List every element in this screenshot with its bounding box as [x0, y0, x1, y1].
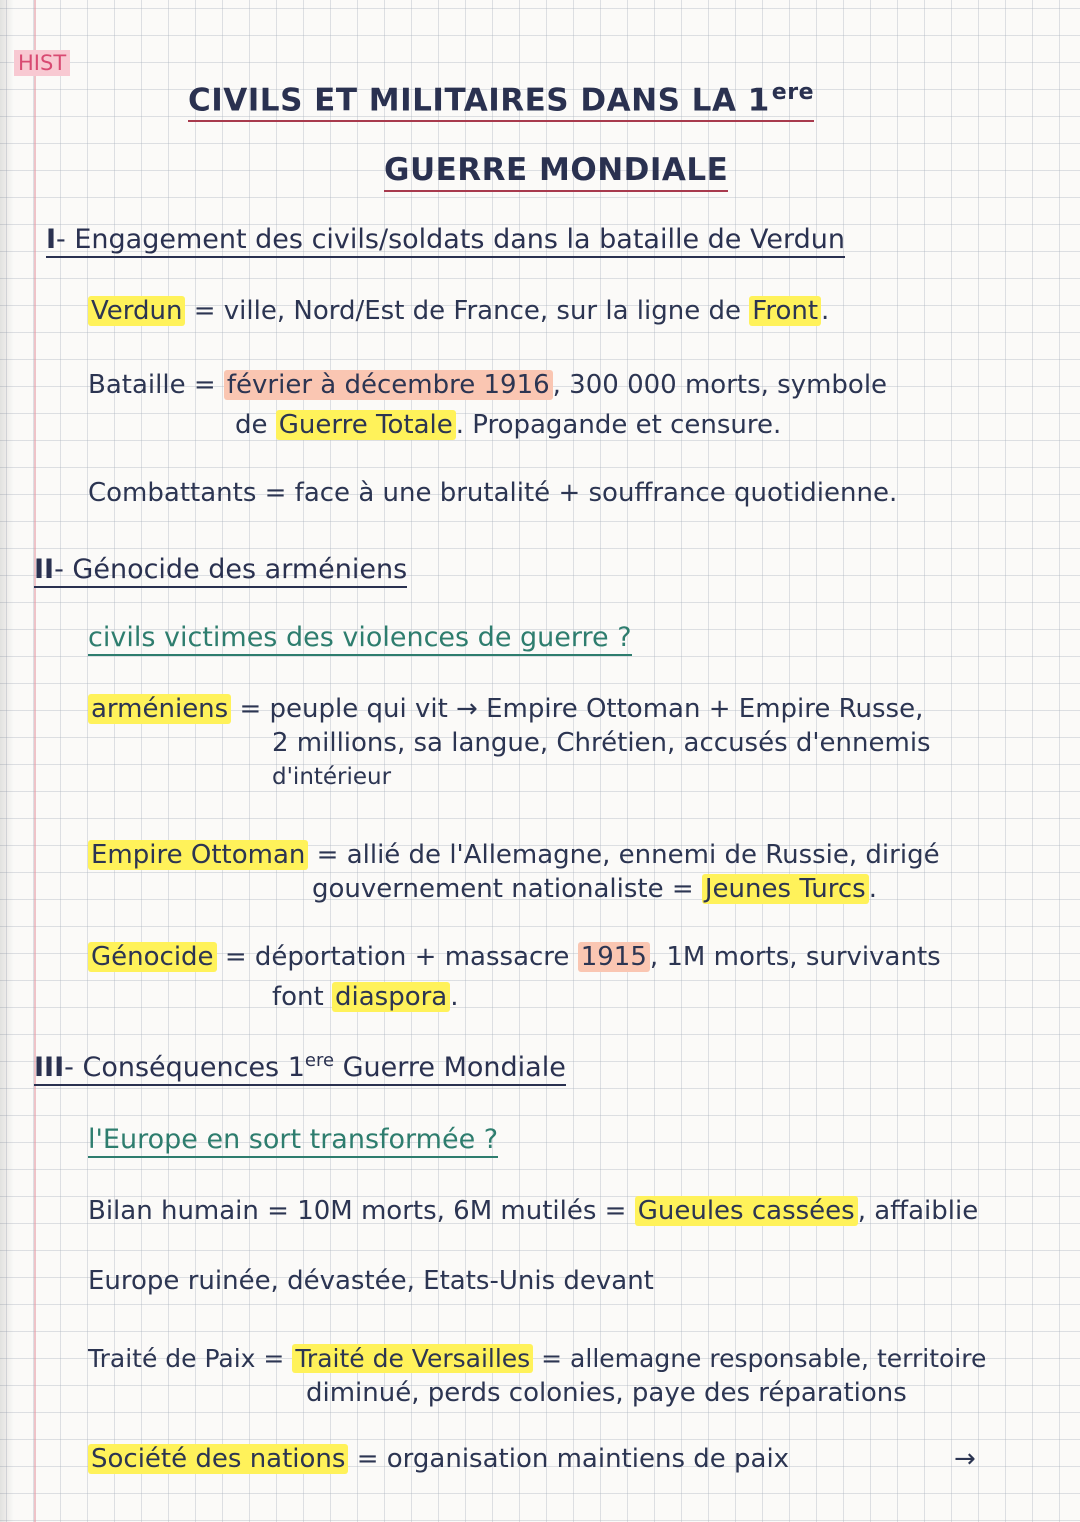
diaspora-term: diaspora — [332, 982, 450, 1012]
bataille-line-2: de Guerre Totale . Propagande et censure. — [235, 410, 782, 440]
genocide-line-1: Génocide = déportation + massacre 1915 , 1M morts, survivants — [88, 942, 941, 972]
verdun-term: Verdun — [88, 296, 185, 326]
armeniens-term: arméniens — [88, 694, 231, 724]
jeunes-turcs-term: Jeunes Turcs — [702, 874, 869, 904]
margin-line — [34, 0, 36, 1522]
empire-line-2: gouvernement nationaliste = Jeunes Turcs . — [312, 874, 877, 904]
gueules-cassees-term: Gueules cassées — [635, 1196, 858, 1226]
section-3-question: l'Europe en sort transformée ? — [88, 1124, 498, 1158]
page-shadow — [0, 0, 14, 1522]
combattants-line: Combattants = face à une brutalité + souffrance quotidienne. — [88, 478, 898, 508]
page-title-line-2: GUERRE MONDIALE — [384, 152, 728, 192]
verdun-line: Verdun = ville, Nord/Est de France, sur la ligne de Front . — [88, 296, 829, 326]
sdn-line: Société des nations = organisation maintiens de paix — [88, 1444, 789, 1474]
bataille-dates: février à décembre 1916 — [224, 370, 553, 400]
armeniens-line-3: d'intérieur — [272, 764, 392, 790]
traite-line-2: diminué, perds colonies, paye des réparations — [306, 1378, 907, 1408]
traite-line-1: Traité de Paix = Traité de Versailles = allemagne responsable, territoire — [88, 1344, 987, 1373]
bilan-line: Bilan humain = 10M morts, 6M mutilés = Gueules cassées , affaiblie — [88, 1196, 979, 1226]
societe-des-nations-term: Société des nations — [88, 1444, 348, 1474]
page-title-line-1: CIVILS ET MILITAIRES DANS LA 1ere — [188, 80, 814, 122]
genocide-year: 1915 — [578, 942, 650, 972]
bataille-line-1: Bataille = février à décembre 1916 , 300 000 morts, symbole — [88, 370, 888, 400]
section-2-heading: II- Génocide des arméniens — [34, 554, 407, 588]
armeniens-line-2: 2 millions, sa langue, Chrétien, accusés d'ennemis — [272, 728, 931, 758]
armeniens-line-1: arméniens = peuple qui vit → Empire Ottoman + Empire Russe, — [88, 694, 923, 724]
europe-line: Europe ruinée, dévastée, Etats-Unis devant — [88, 1266, 654, 1296]
genocide-term: Génocide — [88, 942, 217, 972]
guerre-totale-term: Guerre Totale — [276, 410, 456, 440]
front-term: Front — [749, 296, 821, 326]
subject-tag: HIST — [14, 50, 70, 76]
section-1-heading: I- Engagement des civils/soldats dans la bataille de Verdun — [46, 224, 845, 258]
section-2-question: civils victimes des violences de guerre ? — [88, 622, 632, 656]
next-page-arrow-icon: → — [954, 1444, 976, 1474]
empire-line-1: Empire Ottoman = allié de l'Allemagne, ennemi de Russie, dirigé — [88, 840, 940, 870]
empire-ottoman-term: Empire Ottoman — [88, 840, 308, 870]
section-3-heading: III- Conséquences 1ere Guerre Mondiale — [34, 1050, 566, 1086]
genocide-line-2: font diaspora . — [272, 982, 459, 1012]
versailles-term: Traité de Versailles — [292, 1344, 533, 1373]
